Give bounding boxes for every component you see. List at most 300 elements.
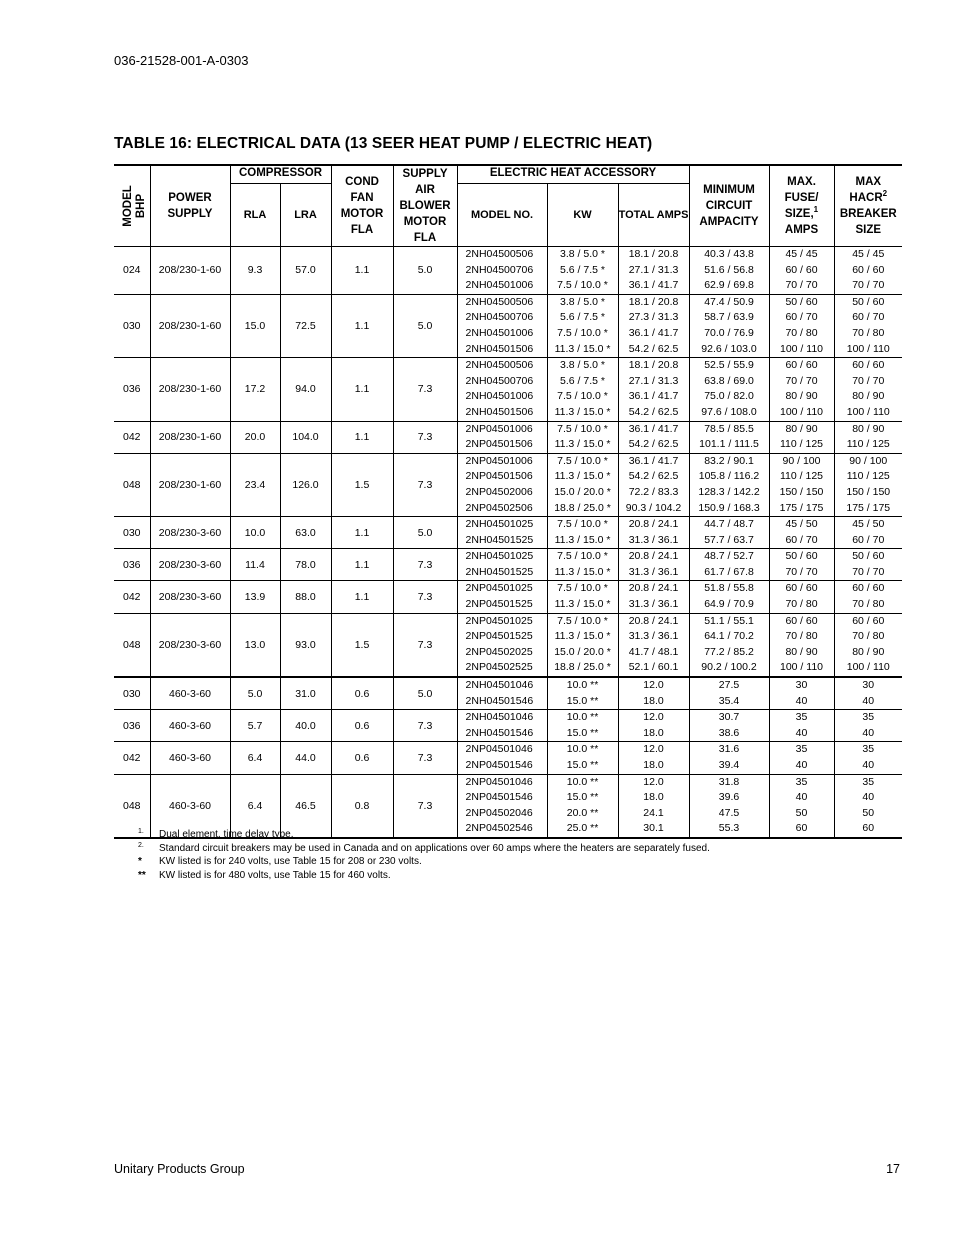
cell-total-amps: 24.1 bbox=[618, 806, 689, 822]
cell-min-circuit: 90.2 / 100.2 bbox=[689, 660, 769, 677]
footnotes bbox=[138, 828, 710, 882]
cell-kw: 3.8 / 5.0 * bbox=[547, 294, 618, 310]
cell-bhp: 042 bbox=[114, 421, 150, 453]
cell-kw: 7.5 / 10.0 * bbox=[547, 453, 618, 469]
cell-max-fuse: 70 / 70 bbox=[769, 278, 834, 294]
cell-power-supply: 208/230-1-60 bbox=[150, 453, 230, 516]
cell-power-supply: 208/230-1-60 bbox=[150, 358, 230, 421]
cell-kw: 3.8 / 5.0 * bbox=[547, 358, 618, 374]
cell-total-amps: 54.2 / 62.5 bbox=[618, 469, 689, 485]
cell-power-supply: 208/230-1-60 bbox=[150, 247, 230, 295]
footnote-mark: 2. bbox=[138, 841, 144, 849]
cell-min-circuit: 78.5 / 85.5 bbox=[689, 421, 769, 437]
cell-total-amps: 20.8 / 24.1 bbox=[618, 581, 689, 597]
cell-model-no: 2NH04500506 bbox=[457, 358, 547, 374]
cell-min-circuit: 61.7 / 67.8 bbox=[689, 565, 769, 581]
cell-total-amps: 20.8 / 24.1 bbox=[618, 517, 689, 533]
cell-max-fuse: 80 / 90 bbox=[769, 389, 834, 405]
cell-total-amps: 18.0 bbox=[618, 694, 689, 710]
cell-rla: 20.0 bbox=[230, 421, 280, 453]
cell-bhp: 030 bbox=[114, 677, 150, 710]
cell-min-circuit: 150.9 / 168.3 bbox=[689, 501, 769, 517]
cell-model-no: 2NH04500706 bbox=[457, 263, 547, 279]
cell-min-circuit: 58.7 / 63.9 bbox=[689, 310, 769, 326]
cell-min-circuit: 27.5 bbox=[689, 677, 769, 694]
cell-min-circuit: 51.6 / 56.8 bbox=[689, 263, 769, 279]
header-max-fuse: MAX. FUSE/ SIZE,$^1$ AMPS bbox=[769, 165, 834, 247]
cell-min-circuit: 77.2 / 85.2 bbox=[689, 645, 769, 661]
cell-max-fuse: 175 / 175 bbox=[769, 501, 834, 517]
cell-model-no: 2NH04501025 bbox=[457, 517, 547, 533]
cell-bhp: 042 bbox=[114, 742, 150, 774]
cell-max-fuse: 35 bbox=[769, 710, 834, 726]
cell-model-no: 2NP04501506 bbox=[457, 437, 547, 453]
cell-total-amps: 90.3 / 104.2 bbox=[618, 501, 689, 517]
cell-supply-air: 7.3 bbox=[393, 549, 457, 581]
cell-model-no: 2NP04501006 bbox=[457, 421, 547, 437]
cell-max-fuse: 100 / 110 bbox=[769, 342, 834, 358]
cell-total-amps: 41.7 / 48.1 bbox=[618, 645, 689, 661]
cell-total-amps: 31.3 / 36.1 bbox=[618, 597, 689, 613]
cell-bhp: 048 bbox=[114, 774, 150, 838]
cell-lra: 104.0 bbox=[280, 421, 331, 453]
cell-total-amps: 18.0 bbox=[618, 790, 689, 806]
cell-cond-fan: 0.8 bbox=[331, 774, 393, 838]
cell-max-hacr: 50 / 60 bbox=[834, 549, 902, 565]
cell-total-amps: 27.3 / 31.3 bbox=[618, 310, 689, 326]
cell-model-no: 2NP04502006 bbox=[457, 485, 547, 501]
cell-kw: 15.0 ** bbox=[547, 790, 618, 806]
cell-max-fuse: 40 bbox=[769, 726, 834, 742]
cell-max-hacr: 30 bbox=[834, 677, 902, 694]
cell-max-hacr: 70 / 80 bbox=[834, 629, 902, 645]
header-total-amps: TOTAL AMPS bbox=[618, 183, 689, 246]
cell-min-circuit: 128.3 / 142.2 bbox=[689, 485, 769, 501]
cell-max-hacr: 60 bbox=[834, 821, 902, 838]
cell-power-supply: 208/230-1-60 bbox=[150, 421, 230, 453]
cell-max-hacr: 40 bbox=[834, 694, 902, 710]
cell-supply-air: 7.3 bbox=[393, 358, 457, 421]
cell-lra: 46.5 bbox=[280, 774, 331, 838]
cell-power-supply: 208/230-3-60 bbox=[150, 581, 230, 613]
cell-model-no: 2NP04502525 bbox=[457, 660, 547, 677]
cell-kw: 15.0 ** bbox=[547, 726, 618, 742]
cell-kw: 7.5 / 10.0 * bbox=[547, 581, 618, 597]
cell-bhp: 036 bbox=[114, 358, 150, 421]
footnote-mark: * bbox=[138, 856, 142, 867]
cell-min-circuit: 64.9 / 70.9 bbox=[689, 597, 769, 613]
cell-bhp: 030 bbox=[114, 294, 150, 357]
cell-max-hacr: 60 / 60 bbox=[834, 358, 902, 374]
cell-max-hacr: 35 bbox=[834, 774, 902, 790]
cell-power-supply: 460-3-60 bbox=[150, 742, 230, 774]
cell-max-hacr: 100 / 110 bbox=[834, 405, 902, 421]
cell-max-fuse: 45 / 45 bbox=[769, 247, 834, 263]
cell-min-circuit: 30.7 bbox=[689, 710, 769, 726]
cell-model-no: 2NH04500706 bbox=[457, 310, 547, 326]
cell-total-amps: 36.1 / 41.7 bbox=[618, 421, 689, 437]
cell-min-circuit: 92.6 / 103.0 bbox=[689, 342, 769, 358]
cell-model-no: 2NP04501506 bbox=[457, 469, 547, 485]
cell-min-circuit: 55.3 bbox=[689, 821, 769, 838]
cell-model-no: 2NP04502546 bbox=[457, 821, 547, 838]
cell-min-circuit: 39.4 bbox=[689, 758, 769, 774]
cell-model-no: 2NH04501506 bbox=[457, 405, 547, 421]
cell-bhp: 048 bbox=[114, 453, 150, 516]
table-row bbox=[114, 774, 902, 790]
cell-max-hacr: 80 / 90 bbox=[834, 421, 902, 437]
cell-max-fuse: 60 / 70 bbox=[769, 310, 834, 326]
cell-kw: 10.0 ** bbox=[547, 677, 618, 694]
table-header bbox=[114, 165, 902, 247]
cell-bhp: 042 bbox=[114, 581, 150, 613]
footnote-text: Standard circuit breakers may be used in Canada and on applications over 60 amps where the heaters are separately fused. bbox=[159, 842, 710, 854]
cell-max-fuse: 90 / 100 bbox=[769, 453, 834, 469]
cell-max-hacr: 70 / 70 bbox=[834, 278, 902, 294]
cell-total-amps: 54.2 / 62.5 bbox=[618, 437, 689, 453]
cell-total-amps: 31.3 / 36.1 bbox=[618, 533, 689, 549]
cell-lra: 94.0 bbox=[280, 358, 331, 421]
cell-supply-air: 7.3 bbox=[393, 581, 457, 613]
cell-cond-fan: 1.1 bbox=[331, 549, 393, 581]
cell-max-fuse: 100 / 110 bbox=[769, 660, 834, 677]
header-min-circuit: MINIMUM CIRCUIT AMPACITY bbox=[689, 165, 769, 247]
cell-min-circuit: 40.3 / 43.8 bbox=[689, 247, 769, 263]
cell-kw: 10.0 ** bbox=[547, 774, 618, 790]
cell-kw: 11.3 / 15.0 * bbox=[547, 533, 618, 549]
cell-supply-air: 7.3 bbox=[393, 421, 457, 453]
header-rla: RLA bbox=[230, 183, 280, 246]
cell-model-no: 2NP04501046 bbox=[457, 742, 547, 758]
cell-power-supply: 460-3-60 bbox=[150, 710, 230, 742]
cell-total-amps: 20.8 / 24.1 bbox=[618, 549, 689, 565]
cell-max-hacr: 60 / 60 bbox=[834, 613, 902, 629]
header-electric-heat: ELECTRIC HEAT ACCESSORY bbox=[457, 165, 689, 183]
cell-power-supply: 208/230-1-60 bbox=[150, 294, 230, 357]
table-row bbox=[114, 677, 902, 694]
cell-cond-fan: 1.5 bbox=[331, 453, 393, 516]
cell-min-circuit: 35.4 bbox=[689, 694, 769, 710]
cell-total-amps: 18.1 / 20.8 bbox=[618, 358, 689, 374]
cell-lra: 40.0 bbox=[280, 710, 331, 742]
table-row bbox=[114, 517, 902, 533]
cell-rla: 5.0 bbox=[230, 677, 280, 710]
cell-kw: 15.0 ** bbox=[547, 758, 618, 774]
cell-cond-fan: 1.1 bbox=[331, 517, 393, 549]
cell-min-circuit: 105.8 / 116.2 bbox=[689, 469, 769, 485]
cell-max-hacr: 70 / 70 bbox=[834, 565, 902, 581]
cell-max-fuse: 50 / 60 bbox=[769, 294, 834, 310]
cell-max-hacr: 110 / 125 bbox=[834, 469, 902, 485]
cell-model-no: 2NH04501046 bbox=[457, 710, 547, 726]
cell-kw: 18.8 / 25.0 * bbox=[547, 660, 618, 677]
table-row bbox=[114, 710, 902, 726]
cell-model-no: 2NH04501006 bbox=[457, 278, 547, 294]
header-compressor: COMPRESSOR bbox=[230, 165, 331, 183]
cell-lra: 57.0 bbox=[280, 247, 331, 295]
electrical-data-table-wrapper bbox=[114, 164, 902, 839]
cell-kw: 7.5 / 10.0 * bbox=[547, 613, 618, 629]
cell-cond-fan: 1.1 bbox=[331, 294, 393, 357]
cell-model-no: 2NP04501546 bbox=[457, 758, 547, 774]
cell-cond-fan: 0.6 bbox=[331, 742, 393, 774]
cell-total-amps: 18.0 bbox=[618, 726, 689, 742]
cell-min-circuit: 70.0 / 76.9 bbox=[689, 326, 769, 342]
header-model-no: MODEL NO. bbox=[457, 183, 547, 246]
cell-kw: 20.0 ** bbox=[547, 806, 618, 822]
cell-max-fuse: 50 / 60 bbox=[769, 549, 834, 565]
cell-total-amps: 36.1 / 41.7 bbox=[618, 389, 689, 405]
cell-kw: 11.3 / 15.0 * bbox=[547, 342, 618, 358]
cell-max-fuse: 150 / 150 bbox=[769, 485, 834, 501]
table-body bbox=[114, 247, 902, 838]
cell-kw: 7.5 / 10.0 * bbox=[547, 517, 618, 533]
cell-power-supply: 208/230-3-60 bbox=[150, 517, 230, 549]
cell-cond-fan: 0.6 bbox=[331, 677, 393, 710]
cell-kw: 11.3 / 15.0 * bbox=[547, 597, 618, 613]
cell-model-no: 2NP04502046 bbox=[457, 806, 547, 822]
cell-max-fuse: 70 / 80 bbox=[769, 326, 834, 342]
cell-model-no: 2NH04500706 bbox=[457, 374, 547, 390]
cell-max-fuse: 80 / 90 bbox=[769, 421, 834, 437]
cell-supply-air: 7.3 bbox=[393, 710, 457, 742]
cell-rla: 13.0 bbox=[230, 613, 280, 677]
cell-max-fuse: 40 bbox=[769, 758, 834, 774]
cell-max-hacr: 40 bbox=[834, 758, 902, 774]
cell-total-amps: 31.3 / 36.1 bbox=[618, 629, 689, 645]
cell-model-no: 2NP04501546 bbox=[457, 790, 547, 806]
cell-rla: 15.0 bbox=[230, 294, 280, 357]
cell-supply-air: 7.3 bbox=[393, 613, 457, 677]
cell-rla: 10.0 bbox=[230, 517, 280, 549]
cell-min-circuit: 48.7 / 52.7 bbox=[689, 549, 769, 565]
cell-model-no: 2NH04501546 bbox=[457, 694, 547, 710]
cell-supply-air: 7.3 bbox=[393, 774, 457, 838]
cell-max-fuse: 40 bbox=[769, 694, 834, 710]
cell-max-hacr: 175 / 175 bbox=[834, 501, 902, 517]
cell-max-fuse: 45 / 50 bbox=[769, 517, 834, 533]
cell-max-hacr: 70 / 80 bbox=[834, 326, 902, 342]
cell-max-fuse: 35 bbox=[769, 742, 834, 758]
cell-min-circuit: 51.8 / 55.8 bbox=[689, 581, 769, 597]
cell-total-amps: 30.1 bbox=[618, 821, 689, 838]
cell-total-amps: 54.2 / 62.5 bbox=[618, 342, 689, 358]
cell-max-hacr: 60 / 70 bbox=[834, 310, 902, 326]
cell-kw: 5.6 / 7.5 * bbox=[547, 374, 618, 390]
table-row bbox=[114, 247, 902, 263]
cell-cond-fan: 1.1 bbox=[331, 581, 393, 613]
cell-total-amps: 12.0 bbox=[618, 677, 689, 694]
cell-power-supply: 460-3-60 bbox=[150, 774, 230, 838]
cell-rla: 13.9 bbox=[230, 581, 280, 613]
cell-model-no: 2NP04501525 bbox=[457, 597, 547, 613]
cell-kw: 7.5 / 10.0 * bbox=[547, 421, 618, 437]
cell-bhp: 030 bbox=[114, 517, 150, 549]
cell-max-hacr: 80 / 90 bbox=[834, 389, 902, 405]
cell-max-hacr: 150 / 150 bbox=[834, 485, 902, 501]
cell-min-circuit: 57.7 / 63.7 bbox=[689, 533, 769, 549]
footnote-mark: ** bbox=[138, 869, 146, 881]
cell-min-circuit: 47.5 bbox=[689, 806, 769, 822]
cell-bhp: 024 bbox=[114, 247, 150, 295]
header-model-bhp bbox=[114, 165, 150, 247]
cell-model-no: 2NH04501506 bbox=[457, 342, 547, 358]
cell-max-fuse: 80 / 90 bbox=[769, 645, 834, 661]
footer-company: Unitary Products Group bbox=[114, 1162, 245, 1176]
cell-rla: 23.4 bbox=[230, 453, 280, 516]
cell-max-hacr: 45 / 50 bbox=[834, 517, 902, 533]
cell-min-circuit: 39.6 bbox=[689, 790, 769, 806]
cell-supply-air: 5.0 bbox=[393, 677, 457, 710]
cell-lra: 126.0 bbox=[280, 453, 331, 516]
cell-model-no: 2NH04501025 bbox=[457, 549, 547, 565]
cell-kw: 11.3 / 15.0 * bbox=[547, 629, 618, 645]
cell-min-circuit: 97.6 / 108.0 bbox=[689, 405, 769, 421]
cell-kw: 11.3 / 15.0 * bbox=[547, 469, 618, 485]
cell-rla: 6.4 bbox=[230, 742, 280, 774]
footnote bbox=[138, 828, 710, 842]
cell-kw: 11.3 / 15.0 * bbox=[547, 437, 618, 453]
table-row bbox=[114, 742, 902, 758]
cell-kw: 10.0 ** bbox=[547, 710, 618, 726]
cell-max-fuse: 60 / 60 bbox=[769, 613, 834, 629]
cell-kw: 7.5 / 10.0 * bbox=[547, 326, 618, 342]
cell-model-no: 2NH04501546 bbox=[457, 726, 547, 742]
cell-kw: 10.0 ** bbox=[547, 742, 618, 758]
cell-min-circuit: 38.6 bbox=[689, 726, 769, 742]
cell-kw: 7.5 / 10.0 * bbox=[547, 389, 618, 405]
cell-max-hacr: 60 / 60 bbox=[834, 581, 902, 597]
cell-model-no: 2NP04502025 bbox=[457, 645, 547, 661]
cell-max-fuse: 60 / 60 bbox=[769, 263, 834, 279]
cell-total-amps: 72.2 / 83.3 bbox=[618, 485, 689, 501]
cell-min-circuit: 101.1 / 111.5 bbox=[689, 437, 769, 453]
cell-cond-fan: 1.5 bbox=[331, 613, 393, 677]
cell-max-fuse: 30 bbox=[769, 677, 834, 694]
table-row bbox=[114, 549, 902, 565]
table-row bbox=[114, 581, 902, 597]
cell-cond-fan: 0.6 bbox=[331, 710, 393, 742]
cell-min-circuit: 31.8 bbox=[689, 774, 769, 790]
cell-model-no: 2NH04501525 bbox=[457, 533, 547, 549]
header-bhp: BHP bbox=[134, 193, 147, 218]
cell-max-hacr: 80 / 90 bbox=[834, 645, 902, 661]
document-id: 036-21528-001-A-0303 bbox=[114, 53, 249, 68]
cell-power-supply: 208/230-3-60 bbox=[150, 549, 230, 581]
cell-total-amps: 31.3 / 36.1 bbox=[618, 565, 689, 581]
cell-model-no: 2NP04502506 bbox=[457, 501, 547, 517]
cell-rla: 11.4 bbox=[230, 549, 280, 581]
cell-power-supply: 460-3-60 bbox=[150, 677, 230, 710]
cell-max-hacr: 90 / 100 bbox=[834, 453, 902, 469]
table-row bbox=[114, 453, 902, 469]
footnote-text: KW listed is for 480 volts, use Table 15 for 460 volts. bbox=[159, 869, 391, 881]
cell-supply-air: 5.0 bbox=[393, 294, 457, 357]
cell-cond-fan: 1.1 bbox=[331, 421, 393, 453]
cell-max-fuse: 60 / 70 bbox=[769, 533, 834, 549]
cell-model-no: 2NP04501025 bbox=[457, 581, 547, 597]
cell-max-hacr: 70 / 70 bbox=[834, 374, 902, 390]
cell-max-hacr: 35 bbox=[834, 710, 902, 726]
cell-total-amps: 36.1 / 41.7 bbox=[618, 326, 689, 342]
cell-min-circuit: 47.4 / 50.9 bbox=[689, 294, 769, 310]
cell-kw: 5.6 / 7.5 * bbox=[547, 263, 618, 279]
cell-kw: 7.5 / 10.0 * bbox=[547, 278, 618, 294]
table-row bbox=[114, 421, 902, 437]
footnote bbox=[138, 869, 710, 883]
footnote bbox=[138, 855, 710, 869]
table-row bbox=[114, 294, 902, 310]
cell-max-fuse: 35 bbox=[769, 774, 834, 790]
cell-max-hacr: 100 / 110 bbox=[834, 342, 902, 358]
cell-model-no: 2NH04501525 bbox=[457, 565, 547, 581]
cell-lra: 63.0 bbox=[280, 517, 331, 549]
cell-supply-air: 5.0 bbox=[393, 247, 457, 295]
cell-min-circuit: 62.9 / 69.8 bbox=[689, 278, 769, 294]
cell-total-amps: 18.1 / 20.8 bbox=[618, 294, 689, 310]
cell-max-fuse: 50 bbox=[769, 806, 834, 822]
cell-max-fuse: 60 / 60 bbox=[769, 358, 834, 374]
cell-kw: 11.3 / 15.0 * bbox=[547, 405, 618, 421]
cell-model-no: 2NH04501046 bbox=[457, 677, 547, 694]
cell-max-fuse: 70 / 80 bbox=[769, 597, 834, 613]
footer-page-number: 17 bbox=[886, 1162, 900, 1176]
cell-max-hacr: 40 bbox=[834, 790, 902, 806]
cell-min-circuit: 83.2 / 90.1 bbox=[689, 453, 769, 469]
cell-kw: 5.6 / 7.5 * bbox=[547, 310, 618, 326]
cell-max-hacr: 60 / 60 bbox=[834, 263, 902, 279]
cell-model-no: 2NH04501006 bbox=[457, 389, 547, 405]
cell-min-circuit: 75.0 / 82.0 bbox=[689, 389, 769, 405]
electrical-data-table bbox=[114, 164, 902, 839]
cell-max-hacr: 40 bbox=[834, 726, 902, 742]
cell-model-no: 2NH04501006 bbox=[457, 326, 547, 342]
cell-max-fuse: 70 / 80 bbox=[769, 629, 834, 645]
cell-max-fuse: 110 / 125 bbox=[769, 469, 834, 485]
table-row bbox=[114, 613, 902, 629]
cell-cond-fan: 1.1 bbox=[331, 358, 393, 421]
cell-kw: 15.0 ** bbox=[547, 694, 618, 710]
cell-lra: 93.0 bbox=[280, 613, 331, 677]
cell-total-amps: 27.1 / 31.3 bbox=[618, 263, 689, 279]
cell-rla: 6.4 bbox=[230, 774, 280, 838]
cell-model-no: 2NH04500506 bbox=[457, 247, 547, 263]
cell-max-hacr: 100 / 110 bbox=[834, 660, 902, 677]
cell-max-hacr: 45 / 45 bbox=[834, 247, 902, 263]
cell-total-amps: 12.0 bbox=[618, 710, 689, 726]
cell-kw: 25.0 ** bbox=[547, 821, 618, 838]
cell-bhp: 036 bbox=[114, 549, 150, 581]
cell-min-circuit: 44.7 / 48.7 bbox=[689, 517, 769, 533]
cell-max-hacr: 110 / 125 bbox=[834, 437, 902, 453]
cell-total-amps: 27.1 / 31.3 bbox=[618, 374, 689, 390]
cell-min-circuit: 63.8 / 69.0 bbox=[689, 374, 769, 390]
footnote bbox=[138, 842, 710, 856]
footnote-text: Dual element, time delay type. bbox=[159, 829, 294, 840]
cell-cond-fan: 1.1 bbox=[331, 247, 393, 295]
cell-total-amps: 36.1 / 41.7 bbox=[618, 278, 689, 294]
cell-kw: 11.3 / 15.0 * bbox=[547, 565, 618, 581]
cell-lra: 88.0 bbox=[280, 581, 331, 613]
cell-kw: 3.8 / 5.0 * bbox=[547, 247, 618, 263]
cell-supply-air: 7.3 bbox=[393, 453, 457, 516]
cell-total-amps: 18.1 / 20.8 bbox=[618, 247, 689, 263]
cell-min-circuit: 31.6 bbox=[689, 742, 769, 758]
cell-total-amps: 20.8 / 24.1 bbox=[618, 613, 689, 629]
table-title: TABLE 16: ELECTRICAL DATA (13 SEER HEAT PUMP / ELECTRIC HEAT) bbox=[114, 135, 653, 152]
cell-lra: 44.0 bbox=[280, 742, 331, 774]
cell-max-fuse: 60 bbox=[769, 821, 834, 838]
